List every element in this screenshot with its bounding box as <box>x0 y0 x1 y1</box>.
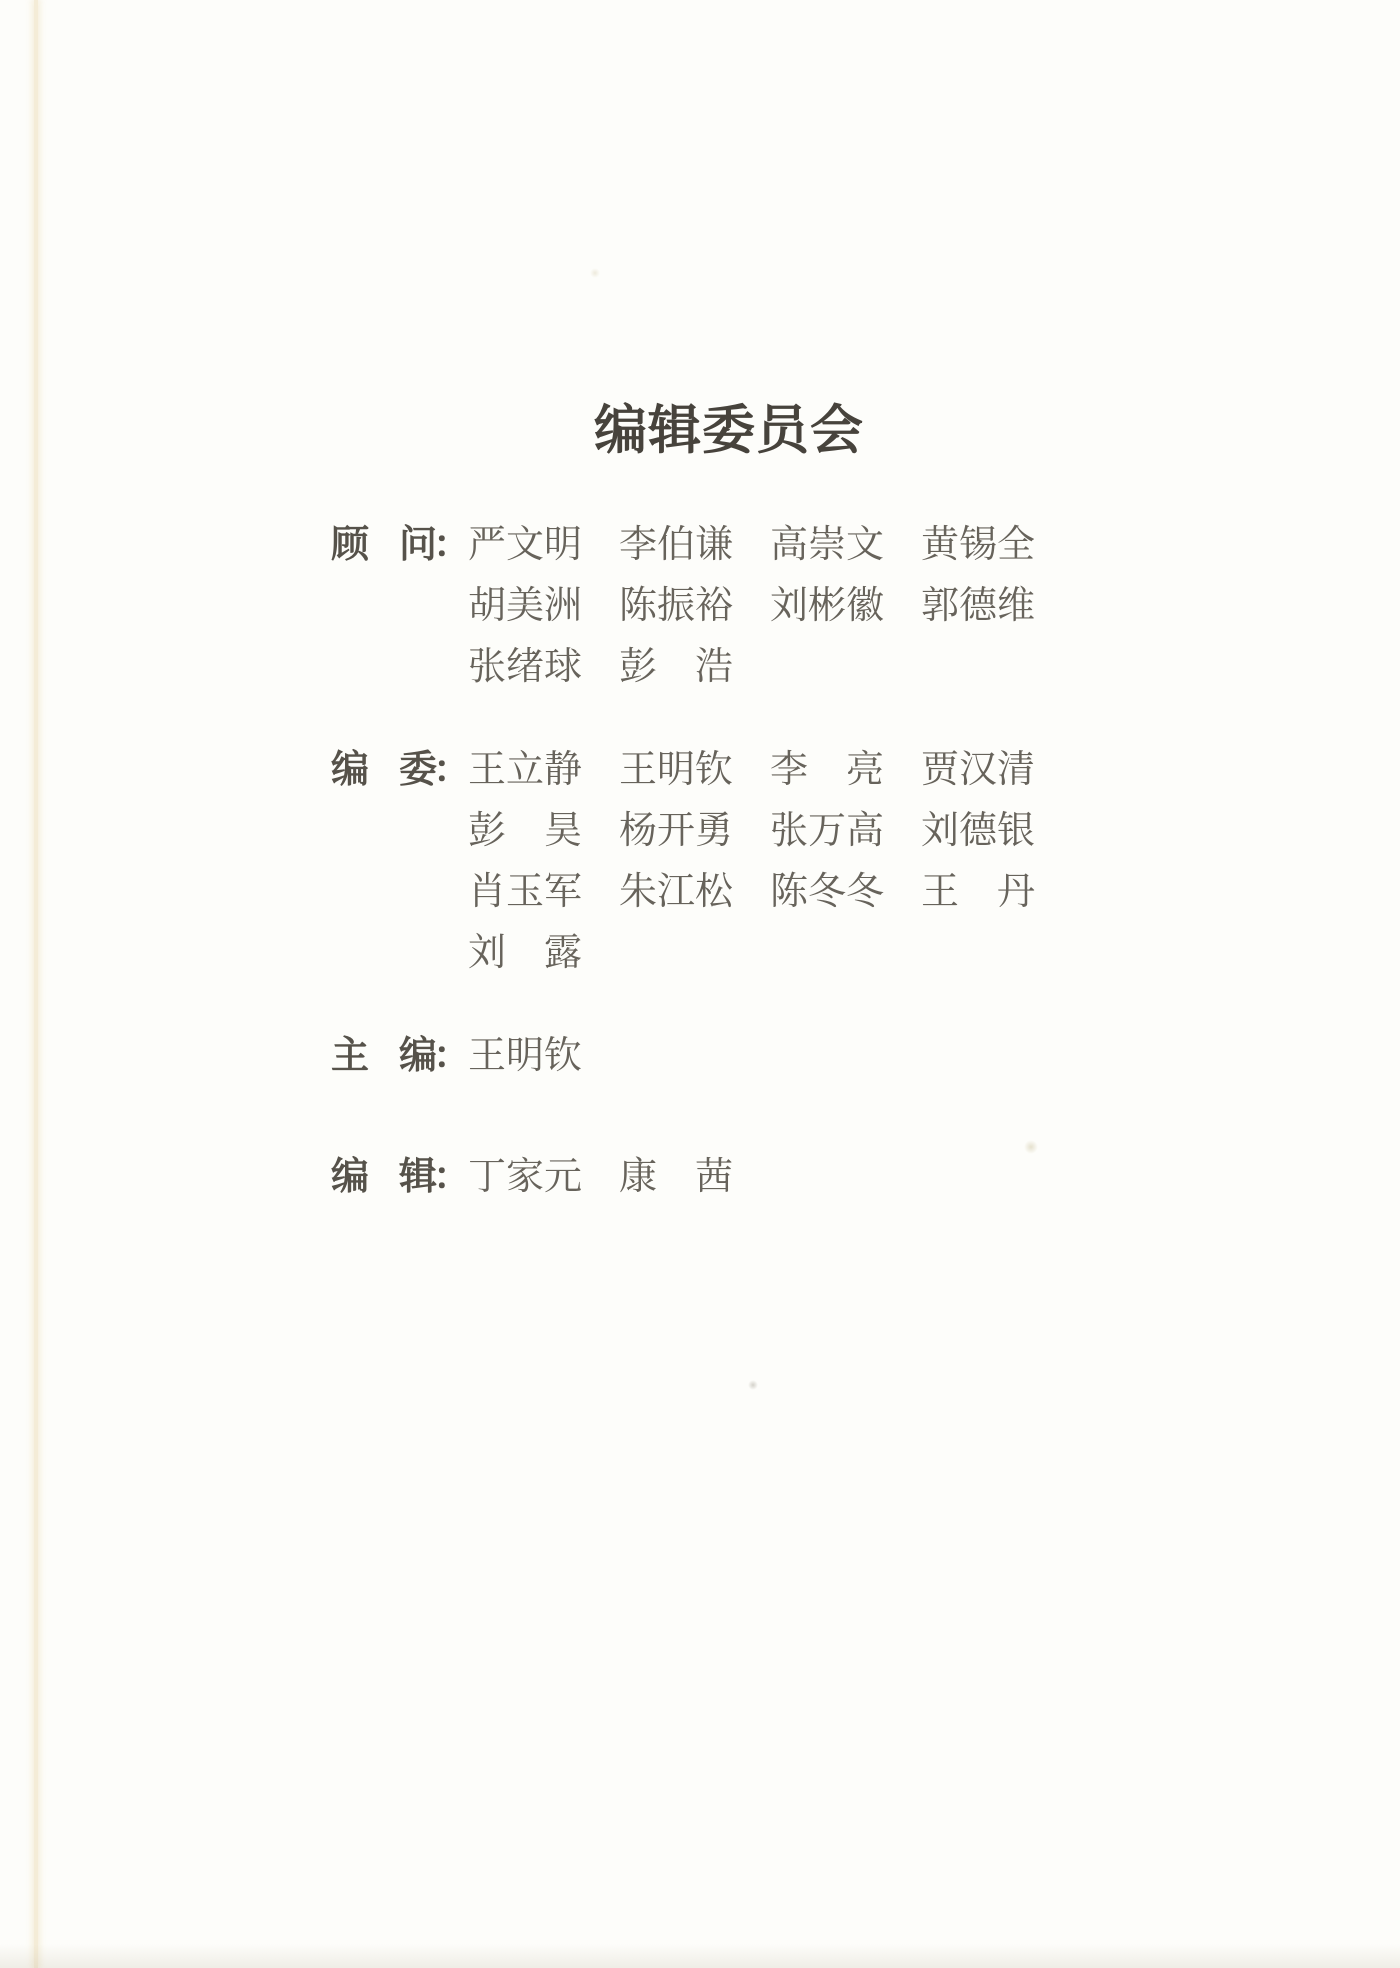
person-name: 胡美洲 <box>468 585 583 627</box>
person-name: 王 丹 <box>921 871 1036 913</box>
person-name: 陈冬冬 <box>770 871 885 913</box>
person-name: 贾汉清 <box>921 749 1036 791</box>
person-name: 杨开勇 <box>619 810 734 852</box>
name-row <box>468 801 1072 862</box>
scan-speck <box>748 1380 758 1390</box>
section-label: 编 委： <box>331 749 468 791</box>
person-name: 李伯谦 <box>619 524 734 566</box>
person-name: 郭德维 <box>921 585 1036 627</box>
scan-speck <box>590 268 600 278</box>
name-row <box>468 515 1072 576</box>
section-label: 顾 问： <box>331 524 468 566</box>
person-name: 陈振裕 <box>619 585 734 627</box>
scan-speck <box>1024 1140 1038 1154</box>
section-rows <box>468 740 1072 984</box>
person-name: 高崇文 <box>770 524 885 566</box>
section-label: 主 编： <box>331 1035 468 1077</box>
person-name: 丁家元 <box>468 1156 583 1198</box>
name-row <box>468 923 1072 984</box>
person-name: 李 亮 <box>770 749 885 791</box>
person-name: 肖玉军 <box>468 871 583 913</box>
name-row <box>468 576 1072 637</box>
section-rows <box>468 1147 770 1208</box>
section-rows <box>468 515 1072 698</box>
person-name: 王立静 <box>468 749 583 791</box>
person-name: 刘彬徽 <box>770 585 885 627</box>
person-name: 王明钦 <box>619 749 734 791</box>
person-name: 张绪球 <box>468 646 583 688</box>
person-name: 彭 浩 <box>619 646 734 688</box>
section-label: 编 辑： <box>331 1156 468 1198</box>
person-name: 刘德银 <box>921 810 1036 852</box>
name-row <box>468 1026 619 1087</box>
person-name: 王明钦 <box>468 1035 583 1077</box>
name-row <box>468 862 1072 923</box>
page-title: 编辑委员会 <box>594 402 864 460</box>
person-name: 彭 昊 <box>468 810 583 852</box>
person-name: 严文明 <box>468 524 583 566</box>
person-name: 朱江松 <box>619 871 734 913</box>
scan-bottom-shadow <box>0 1944 1400 1968</box>
name-row <box>468 740 1072 801</box>
binding-crease <box>34 0 38 1968</box>
person-name: 刘 露 <box>468 932 583 974</box>
name-row <box>468 637 1072 698</box>
name-row <box>468 1147 770 1208</box>
person-name: 康 茜 <box>619 1156 734 1198</box>
person-name: 张万高 <box>770 810 885 852</box>
person-name: 黄锡全 <box>921 524 1036 566</box>
section-rows <box>468 1026 619 1087</box>
